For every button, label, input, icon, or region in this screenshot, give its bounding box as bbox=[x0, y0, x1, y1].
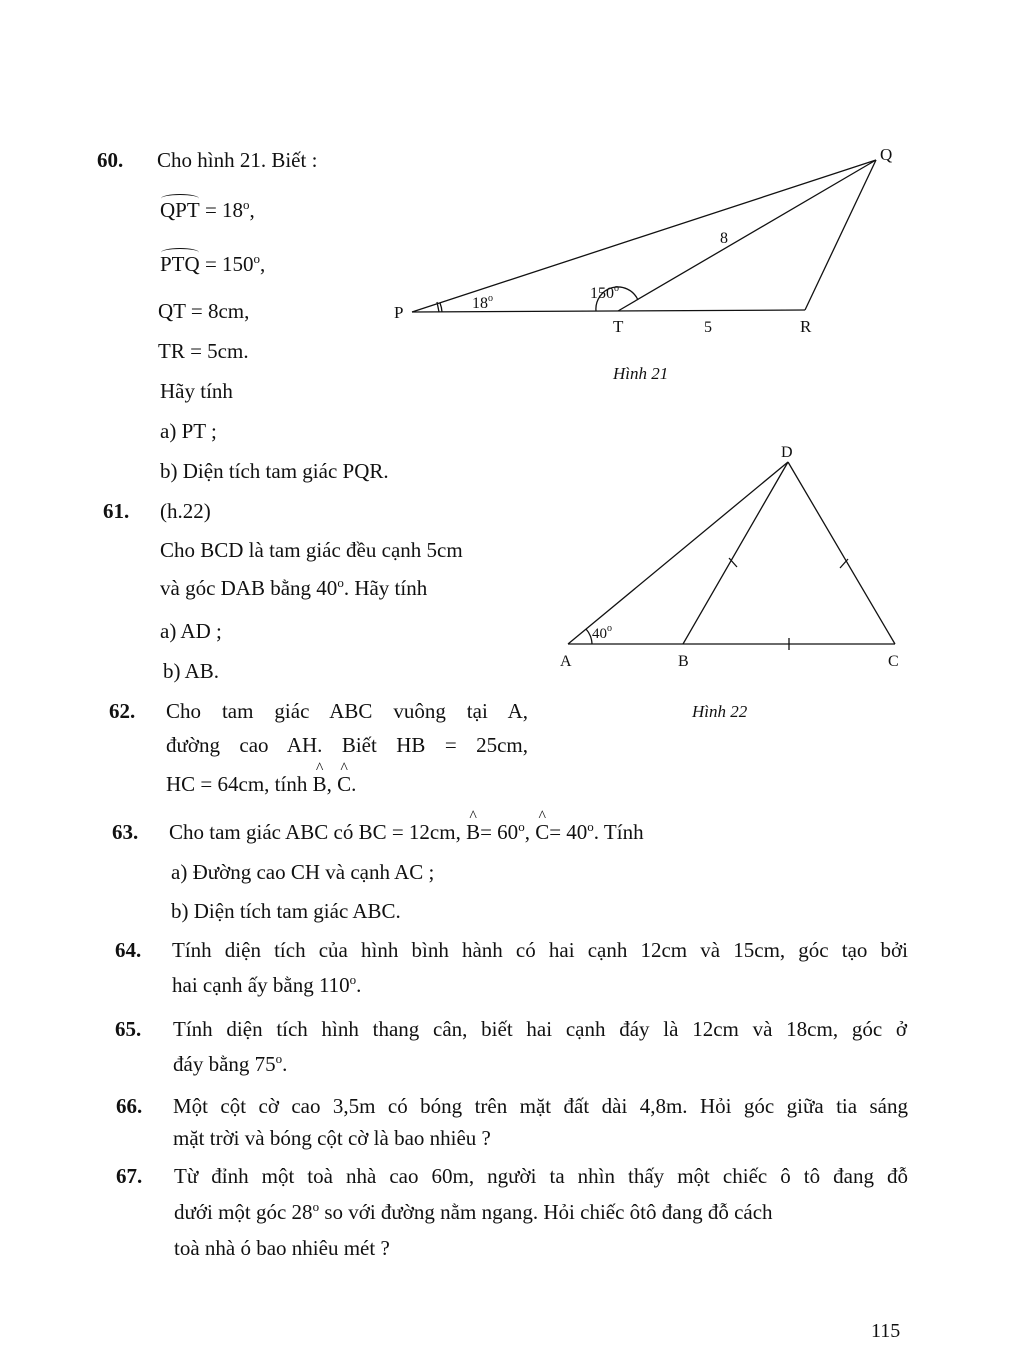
angle-b-hat: ^ B bbox=[466, 820, 480, 844]
label-a: A bbox=[560, 653, 572, 670]
angle-t-value: 150 bbox=[590, 285, 614, 302]
problem-66-number: 66. bbox=[116, 1094, 143, 1118]
problem-67-line2 bbox=[174, 1200, 908, 1224]
angle-ptq-value: = 150 bbox=[204, 252, 254, 276]
problem-62-line1: Cho tam giác ABC vuông tại A, bbox=[166, 699, 528, 723]
problem-63-line1 bbox=[169, 820, 644, 844]
problem-61-part-a: a) AD ; bbox=[160, 619, 222, 643]
segment-rq bbox=[805, 160, 876, 310]
label-b: B bbox=[678, 653, 689, 670]
problem-67-line2-post: so với đường nằm ngang. Hỏi chiếc ôtô đang đỗ cách bbox=[324, 1200, 773, 1224]
problem-60-intro: Cho hình 21. Biết : bbox=[157, 148, 318, 172]
angle-b-value: = 60 bbox=[480, 820, 519, 844]
problem-67-number: 67. bbox=[116, 1164, 143, 1188]
problem-67-line3: toà nhà ó bao nhiêu mét ? bbox=[174, 1236, 390, 1260]
problem-65-line1: Tính diện tích hình thang cân, biết hai cạnh đáy là 12cm và 18cm, góc ở bbox=[173, 1017, 907, 1041]
problem-60-part-a: a) PT ; bbox=[160, 419, 217, 443]
problem-61-number: 61. bbox=[103, 499, 130, 523]
label-t: T bbox=[613, 317, 624, 336]
angle-ptq-end: , bbox=[260, 252, 266, 276]
angle-ptq-name: PTQ bbox=[160, 252, 200, 276]
segment-tq bbox=[618, 160, 876, 311]
degree-sign: o bbox=[243, 197, 250, 212]
problem-61-line2-pre: và góc DAB bằng 40 bbox=[160, 576, 338, 600]
degree-sign: o bbox=[614, 283, 619, 294]
problem-60-tr: TR = 5cm. bbox=[158, 339, 249, 363]
segment-cd bbox=[788, 462, 895, 644]
problem-60-angle-qpt bbox=[160, 198, 255, 222]
label-side-qt: 8 bbox=[720, 230, 728, 247]
degree-sign: o bbox=[518, 819, 525, 834]
angle-p-value: 18 bbox=[472, 295, 488, 312]
figure-21 bbox=[380, 140, 920, 390]
problem-63-number: 63. bbox=[112, 820, 139, 844]
problem-61-ref: (h.22) bbox=[160, 499, 211, 523]
problem-62-end: . bbox=[351, 772, 357, 796]
figure-22-caption: Hình 22 bbox=[692, 702, 748, 721]
problem-64-line2 bbox=[172, 973, 361, 997]
tick-cd bbox=[840, 559, 848, 568]
problem-61-part-b: b) AB. bbox=[163, 659, 220, 683]
problem-65-line2-post: . bbox=[282, 1052, 288, 1076]
degree-sign: o bbox=[275, 1051, 283, 1066]
problem-61-line2 bbox=[160, 576, 427, 600]
problem-60-angle-ptq bbox=[160, 252, 265, 276]
label-r: R bbox=[800, 317, 812, 336]
label-angle-t bbox=[590, 283, 619, 302]
angle-c-hat: ^ C bbox=[535, 820, 549, 844]
label-q: Q bbox=[880, 145, 893, 164]
problem-65-line2-pre: đáy bằng 75 bbox=[173, 1052, 276, 1076]
problem-60-number: 60. bbox=[97, 148, 124, 172]
problem-65-line2 bbox=[173, 1052, 287, 1076]
problem-64-line1: Tính diện tích của hình bình hành có hai cạnh 12cm và 15cm, góc tạo bởi bbox=[172, 938, 908, 962]
figure-22 bbox=[540, 440, 920, 680]
problem-61-line1: Cho BCD là tam giác đều cạnh 5cm bbox=[160, 538, 463, 562]
problem-63-pre: Cho tam giác ABC có BC = 12cm, bbox=[169, 820, 461, 844]
label-side-tr: 5 bbox=[704, 319, 712, 336]
problem-60-part-b: b) Diện tích tam giác PQR. bbox=[160, 459, 389, 483]
problem-63-sep: , bbox=[524, 820, 530, 844]
problem-64-number: 64. bbox=[115, 938, 142, 962]
problem-61-line2-post: . Hãy tính bbox=[343, 576, 428, 600]
label-angle-p bbox=[472, 293, 493, 312]
problem-64-line2-post: . bbox=[356, 973, 362, 997]
degree-sign: o bbox=[337, 575, 344, 590]
angle-b-hat: ^ B bbox=[313, 772, 327, 796]
degree-sign: o bbox=[349, 972, 357, 987]
label-angle-a bbox=[592, 623, 612, 642]
problem-65-number: 65. bbox=[115, 1017, 142, 1041]
degree-sign: o bbox=[587, 819, 594, 834]
angle-qpt-value: = 18 bbox=[204, 198, 244, 222]
angle-a-value: 40 bbox=[592, 626, 607, 642]
problem-63-part-b: b) Diện tích tam giác ABC. bbox=[171, 899, 401, 923]
problem-62-line3-pre: HC = 64cm, tính bbox=[166, 772, 308, 796]
angle-c-value: = 40 bbox=[549, 820, 588, 844]
degree-sign: o bbox=[607, 623, 612, 634]
problem-62-number: 62. bbox=[109, 699, 136, 723]
figure-21-caption: Hình 21 bbox=[613, 364, 669, 383]
problem-67-line2-pre: dưới một góc 28 bbox=[174, 1200, 313, 1224]
segment-bd bbox=[683, 462, 788, 644]
problem-63-post: . Tính bbox=[593, 820, 644, 844]
problem-62-line2: đường cao AH. Biết HB = 25cm, bbox=[166, 733, 528, 757]
problem-64-line2-pre: hai cạnh ấy bằng 110 bbox=[172, 973, 350, 997]
problem-66-line2: mặt trời và bóng cột cờ là bao nhiêu ? bbox=[173, 1126, 491, 1150]
problem-62-line3 bbox=[166, 772, 356, 796]
segment-pq bbox=[412, 160, 876, 312]
label-d: D bbox=[781, 444, 793, 461]
segment-pr bbox=[412, 310, 805, 312]
angle-qpt-name: QPT bbox=[160, 198, 200, 222]
label-c: C bbox=[888, 653, 899, 670]
degree-sign: o bbox=[488, 293, 493, 304]
degree-sign: o bbox=[312, 1199, 320, 1214]
label-p: P bbox=[394, 303, 404, 322]
problem-60-qt: QT = 8cm, bbox=[158, 299, 250, 323]
segment-ad bbox=[568, 462, 788, 644]
angle-qpt-end: , bbox=[249, 198, 255, 222]
angle-c-hat: ^ C bbox=[337, 772, 351, 796]
problem-66-line1: Một cột cờ cao 3,5m có bóng trên mặt đất dài 4,8m. Hỏi góc giữa tia sáng bbox=[173, 1094, 908, 1118]
degree-sign: o bbox=[253, 251, 261, 266]
problem-63-part-a: a) Đường cao CH và cạnh AC ; bbox=[171, 860, 435, 884]
problem-62-sep: , bbox=[326, 772, 332, 796]
problem-67-line1: Từ đỉnh một toà nhà cao 60m, người ta nhìn thấy một chiếc ô tô đang đỗ bbox=[174, 1164, 908, 1188]
problem-60-ask: Hãy tính bbox=[160, 379, 233, 403]
angle-p-arc bbox=[440, 303, 442, 312]
page-number: 115 bbox=[871, 1320, 901, 1342]
